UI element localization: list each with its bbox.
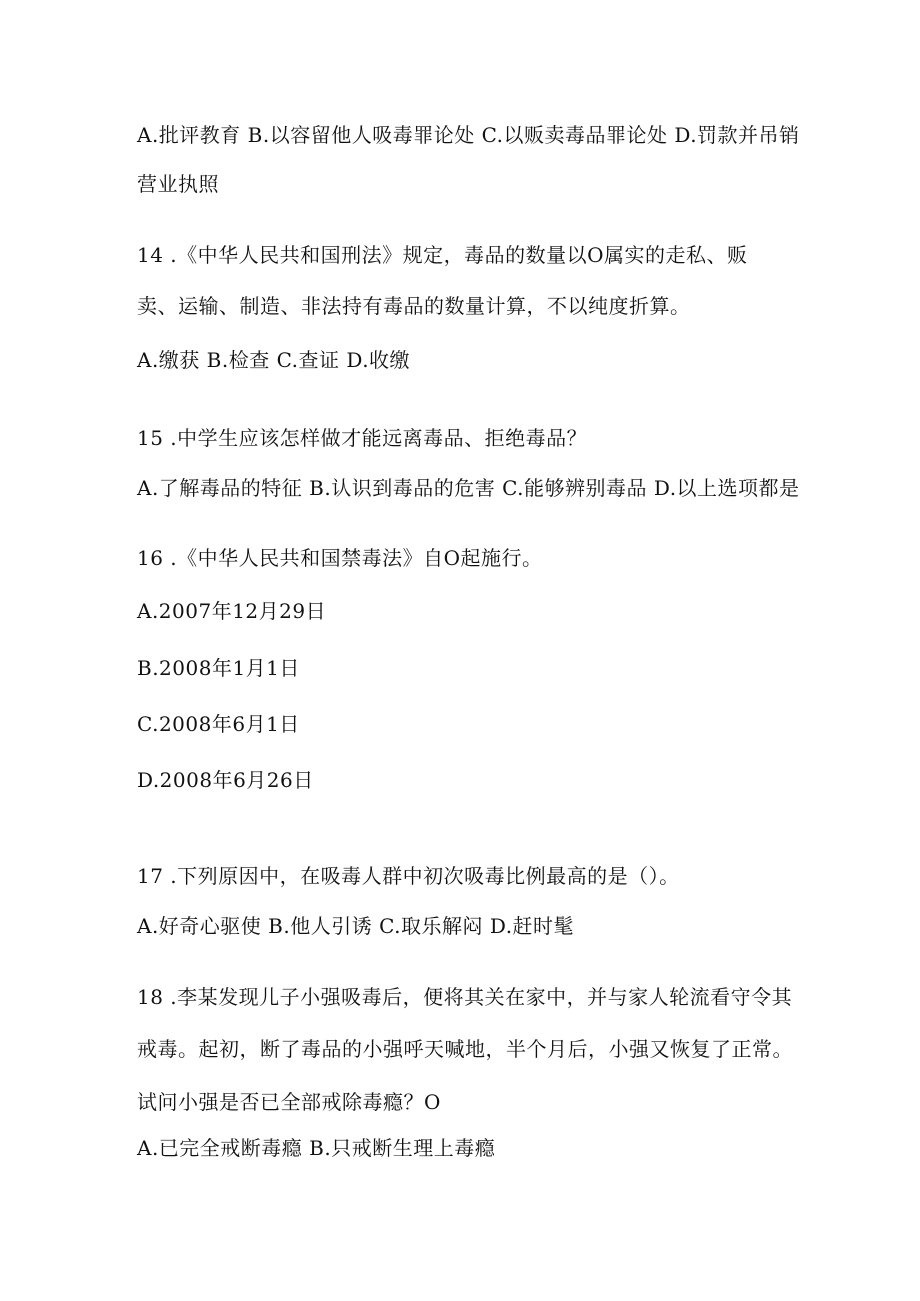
q16-option-a: A.2007年12月29日	[137, 599, 327, 623]
q15-options: A.了解毒品的特征 B.认识到毒品的危害 C.能够辨别毒品 D.以上选项都是	[137, 476, 800, 500]
q18-stem-line-2: 戒毒。起初，断了毒品的小强呼天喊地，半个月后，小强又恢复了正常。	[137, 1037, 793, 1061]
q17-stem: 17 .下列原因中，在吸毒人群中初次吸毒比例最高的是（）。	[137, 864, 680, 888]
q13-options-line-2: 营业执照	[137, 172, 219, 196]
q18-options: A.已完全戒断毒瘾 B.只戒断生理上毒瘾	[137, 1136, 496, 1160]
q17-options: A.好奇心驱使 B.他人引诱 C.取乐解闷 D.赶时髦	[137, 914, 575, 938]
q18-stem-line-1: 18 .李某发现儿子小强吸毒后，便将其关在家中，并与家人轮流看守令其	[137, 985, 793, 1009]
q16-stem: 16 .《中华人民共和国禁毒法》自O起施行。	[137, 546, 543, 570]
q14-stem-line-1: 14 .《中华人民共和国刑法》规定，毒品的数量以O属实的走私、贩	[137, 243, 748, 267]
q16-option-c: C.2008年6月1日	[137, 712, 300, 736]
q15-stem: 15 .中学生应该怎样做才能远离毒品、拒绝毒品？	[137, 426, 588, 450]
q13-options-line-1: A.批评教育 B.以容留他人吸毒罪论处 C.以贩卖毒品罪论处 D.罚款并吊销	[137, 123, 800, 147]
q14-stem-line-2: 卖、运输、制造、非法持有毒品的数量计算，不以纯度折算。	[137, 294, 691, 318]
q14-options: A.缴获 B.检查 C.查证 D.收缴	[137, 348, 411, 372]
q16-option-d: D.2008年6月26日	[137, 768, 314, 792]
q18-stem-line-3: 试问小强是否已全部戒除毒瘾？O	[137, 1090, 441, 1114]
q16-option-b: B.2008年1月1日	[137, 656, 300, 680]
